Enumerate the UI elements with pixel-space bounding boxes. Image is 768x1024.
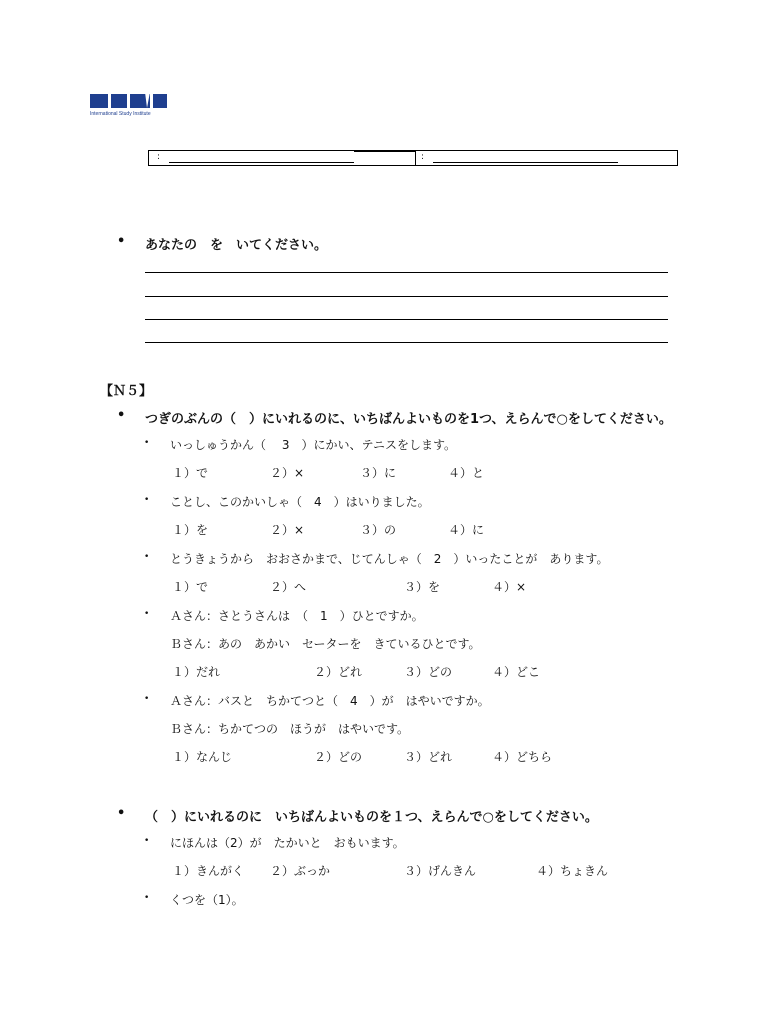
answer-option[interactable]: ４）どちら: [492, 750, 553, 764]
question-bullet: •: [144, 438, 150, 448]
question-bullet: •: [144, 609, 150, 619]
header-blank-left[interactable]: [169, 162, 354, 163]
n5-heading: 【Ｎ５】: [100, 384, 153, 399]
header-blank-right[interactable]: [433, 162, 618, 163]
answer-option[interactable]: ３）げんきん: [404, 864, 477, 878]
writing-line-1[interactable]: [145, 272, 668, 273]
answer-option[interactable]: １）で: [172, 466, 209, 480]
answer-option[interactable]: ２）どの: [314, 750, 363, 764]
question-text: Ｂさん：ちかてつの ほうが はやいです。: [170, 722, 410, 736]
answer-option[interactable]: ２）×: [270, 466, 305, 480]
answer-option[interactable]: ３）を: [404, 580, 441, 594]
n5-bullet: •: [117, 408, 126, 423]
answer-option[interactable]: １）で: [172, 580, 209, 594]
answer-option[interactable]: １）だれ: [172, 665, 221, 679]
section3-bullet: •: [117, 806, 126, 821]
question-text: Ａさん：バスと ちかてつと（ 4 ）が はやいですか。: [170, 694, 490, 708]
header-divider: [415, 150, 416, 166]
answer-option[interactable]: ３）に: [360, 466, 397, 480]
question-bullet: •: [144, 836, 150, 846]
answer-option[interactable]: ４）どこ: [492, 665, 541, 679]
writing-line-4[interactable]: [145, 342, 668, 343]
isi-logo: [90, 92, 170, 122]
n5-instruction: つぎのぶんの（ ）にいれるのに、いちばんよいものを1つ、えらんで○をしてください。: [145, 412, 672, 427]
answer-option[interactable]: １）なんじ: [172, 750, 233, 764]
question-text: くつを（1）。: [170, 893, 244, 907]
answer-option[interactable]: １）を: [172, 523, 209, 537]
question-text: いっしゅうかん（ 3 ）にかい、テニスをします。: [170, 438, 457, 452]
writing-line-2[interactable]: [145, 296, 668, 297]
answer-option[interactable]: ２）どれ: [314, 665, 363, 679]
answer-option[interactable]: ３）の: [360, 523, 397, 537]
isi-logo-mark: [90, 92, 170, 110]
answer-option[interactable]: ２）×: [270, 523, 305, 537]
answer-option[interactable]: ３）どれ: [404, 750, 453, 764]
question-text: Ｂさん：あの あかい セーターを きているひとです。: [170, 637, 481, 651]
answer-option[interactable]: ４）×: [492, 580, 527, 594]
answer-option[interactable]: ３）どの: [404, 665, 453, 679]
answer-option[interactable]: １）きんがく: [172, 864, 245, 878]
answer-option[interactable]: ４）に: [448, 523, 485, 537]
answer-option[interactable]: ２）ぶっか: [270, 864, 331, 878]
question-bullet: •: [144, 495, 150, 505]
section3-instruction: （ ）にいれるのに いちばんよいものを１つ、えらんで○をしてください。: [145, 810, 598, 825]
question-text: Ａさん：さとうさんは （ 1 ）ひとですか。: [170, 609, 424, 623]
answer-option[interactable]: ２）へ: [270, 580, 307, 594]
question-text: にほんは（2）が たかいと おもいます。: [170, 836, 405, 850]
question-text: ことし、このかいしゃ（ 4 ）はいりました。: [170, 495, 430, 509]
section1-bullet: •: [117, 234, 126, 249]
header-info-box: [148, 150, 678, 166]
header-colon-left: :: [157, 152, 161, 162]
writing-line-3[interactable]: [145, 319, 668, 320]
question-bullet: •: [144, 552, 150, 562]
header-rule-left: [354, 151, 415, 152]
question-bullet: •: [144, 893, 150, 903]
question-text: とうきょうから おおさかまで、じてんしゃ（ 2 ）いったことが あります。: [170, 552, 609, 566]
section1-instruction: あなたの を いてください。: [145, 238, 328, 253]
header-colon-right: :: [421, 152, 425, 162]
answer-option[interactable]: ４）ちょきん: [536, 864, 609, 878]
question-bullet: •: [144, 694, 150, 704]
logo-caption: International Study Institute: [90, 111, 151, 117]
answer-option[interactable]: ４）と: [448, 466, 485, 480]
